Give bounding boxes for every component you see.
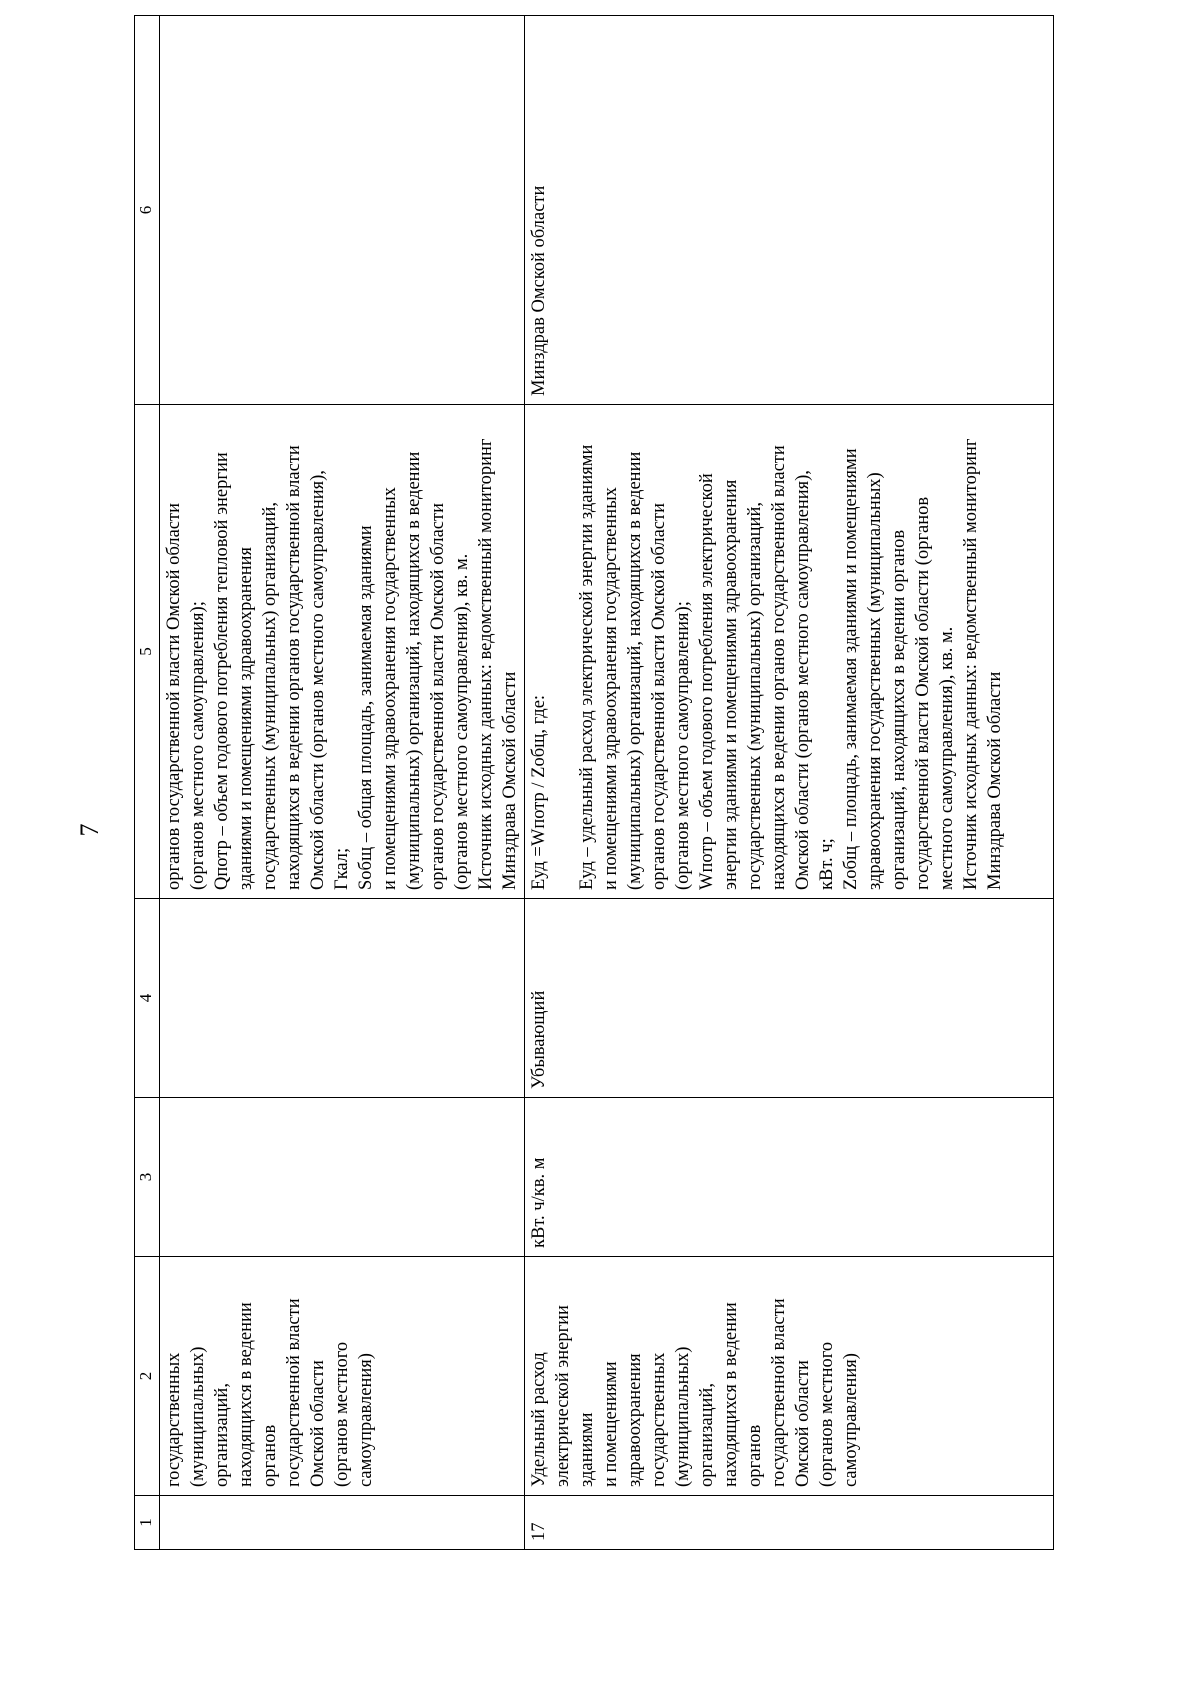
method-cell bbox=[525, 405, 1054, 899]
column-header-4: 4 bbox=[135, 899, 160, 1098]
method-line: органов государственной власти Омской области bbox=[164, 503, 184, 890]
method-line: Минздрава Омской области bbox=[500, 671, 520, 890]
responsible-cell: Минздрав Омской области bbox=[525, 16, 1054, 405]
column-header-1: 1 bbox=[135, 1496, 160, 1550]
method-line: Wпотр – объем годового потребления электрической bbox=[697, 473, 717, 890]
indicator-name-line: Удельный расход bbox=[529, 1352, 549, 1487]
method-line: органов государственной власти Омской области bbox=[428, 503, 448, 890]
trend-cell bbox=[160, 899, 525, 1098]
page-number: 7 bbox=[75, 823, 104, 837]
indicator-name-line: государственных bbox=[164, 1352, 184, 1487]
method-line: (органов местного самоуправления), кв. м. bbox=[452, 553, 472, 890]
indicator-name-line: зданиями bbox=[577, 1412, 597, 1487]
method-line: энергии зданиями и помещениями здравоохранения bbox=[721, 479, 741, 890]
indicator-name-line: находящихся в ведении bbox=[721, 1302, 741, 1487]
indicator-name-line: Омской области bbox=[793, 1360, 813, 1487]
method-line: находящихся в ведении органов государственной власти bbox=[769, 445, 789, 890]
column-number-row bbox=[135, 16, 160, 1550]
column-header-3: 3 bbox=[135, 1098, 160, 1257]
method-line: (муниципальных) организаций, находящихся в ведении bbox=[404, 451, 424, 890]
method-line: государственных (муниципальных) организаций, bbox=[260, 502, 280, 890]
row-number-cell bbox=[160, 1496, 525, 1550]
method-line: находящихся в ведении органов государственной власти bbox=[284, 445, 304, 890]
blank-line bbox=[551, 413, 575, 890]
indicator-name-line: государственных bbox=[649, 1352, 669, 1487]
indicator-name-line: органов bbox=[260, 1424, 280, 1487]
column-header-2: 2 bbox=[135, 1257, 160, 1496]
column-header-5: 5 bbox=[135, 405, 160, 899]
formula-line: Еуд =Wпотр / Zобщ, где: bbox=[529, 694, 549, 890]
method-line: (муниципальных) организаций, находящихся в ведении bbox=[625, 451, 645, 890]
indicator-name-line: (муниципальных) bbox=[673, 1346, 693, 1487]
method-line: Еуд – удельный расход электрической энергии зданиями bbox=[577, 444, 597, 890]
method-line: Омской области (органов местного самоуправления), bbox=[308, 470, 328, 890]
method-line: (органов местного самоуправления); bbox=[673, 601, 693, 890]
method-line: кВт. ч; bbox=[817, 838, 837, 890]
method-line: и помещениями здравоохранения государственных bbox=[601, 487, 621, 890]
method-line: Минздрава Омской области bbox=[985, 671, 1005, 890]
method-line: Источник исходных данных: ведомственный мониторинг bbox=[961, 438, 981, 890]
unit-cell bbox=[160, 1098, 525, 1257]
method-line: Qпотр – объем годового потребления тепловой энергии bbox=[212, 452, 232, 890]
row-number-cell: 17 bbox=[525, 1496, 1054, 1550]
indicator-name-line: организаций, bbox=[212, 1383, 232, 1487]
indicator-name-line: здравоохранения bbox=[625, 1353, 645, 1487]
indicator-name-line: (органов местного bbox=[817, 1341, 837, 1487]
indicator-name-line: государственной власти bbox=[284, 1298, 304, 1487]
indicator-name-line: самоуправления) bbox=[841, 1353, 861, 1487]
indicator-name-line: органов bbox=[745, 1424, 765, 1487]
method-line: зданиями и помещениями здравоохранения bbox=[236, 546, 256, 890]
trend-cell: Убывающий bbox=[525, 899, 1054, 1098]
indicator-name-line: организаций, bbox=[697, 1383, 717, 1487]
method-line: Источник исходных данных: ведомственный мониторинг bbox=[476, 438, 496, 890]
method-line: местного самоуправления), кв. м. bbox=[937, 626, 957, 890]
responsible-cell bbox=[160, 16, 525, 405]
method-line: органов государственной власти Омской области bbox=[649, 503, 669, 890]
table-row bbox=[160, 16, 525, 1550]
indicator-name-cell bbox=[160, 1257, 525, 1496]
table-row bbox=[525, 16, 1054, 1550]
method-line: Омской области (органов местного самоуправления), bbox=[793, 470, 813, 890]
column-header-6: 6 bbox=[135, 16, 160, 405]
indicator-name-cell bbox=[525, 1257, 1054, 1496]
indicator-name-line: электрической энергии bbox=[553, 1305, 573, 1487]
method-line: Гкал; bbox=[332, 847, 352, 890]
indicator-name-line: находящихся в ведении bbox=[236, 1302, 256, 1487]
method-line: Sобщ – общая площадь, занимаемая зданиями bbox=[356, 525, 376, 890]
method-line: здравоохранения государственных (муниципальных) bbox=[865, 472, 885, 890]
method-line: и помещениями здравоохранения государственных bbox=[380, 487, 400, 890]
method-cell bbox=[160, 405, 525, 899]
indicator-name-line: (органов местного bbox=[332, 1341, 352, 1487]
method-line: организаций, находящихся в ведении органов bbox=[889, 529, 909, 890]
unit-cell: кВт. ч/кв. м bbox=[525, 1098, 1054, 1257]
indicator-name-line: государственной власти bbox=[769, 1298, 789, 1487]
indicator-name-line: самоуправления) bbox=[356, 1353, 376, 1487]
method-line: (органов местного самоуправления); bbox=[188, 601, 208, 890]
indicator-name-line: и помещениями bbox=[601, 1361, 621, 1487]
indicator-name-line: Омской области bbox=[308, 1360, 328, 1487]
indicator-table bbox=[134, 15, 1054, 1550]
rotated-page-content bbox=[134, 70, 1054, 1550]
indicator-name-line: (муниципальных) bbox=[188, 1346, 208, 1487]
method-line: государственной власти Омской области (органов bbox=[913, 496, 933, 890]
method-line: Zобщ – площадь, занимаемая зданиями и помещениями bbox=[841, 448, 861, 890]
method-line: государственных (муниципальных) организаций, bbox=[745, 502, 765, 890]
